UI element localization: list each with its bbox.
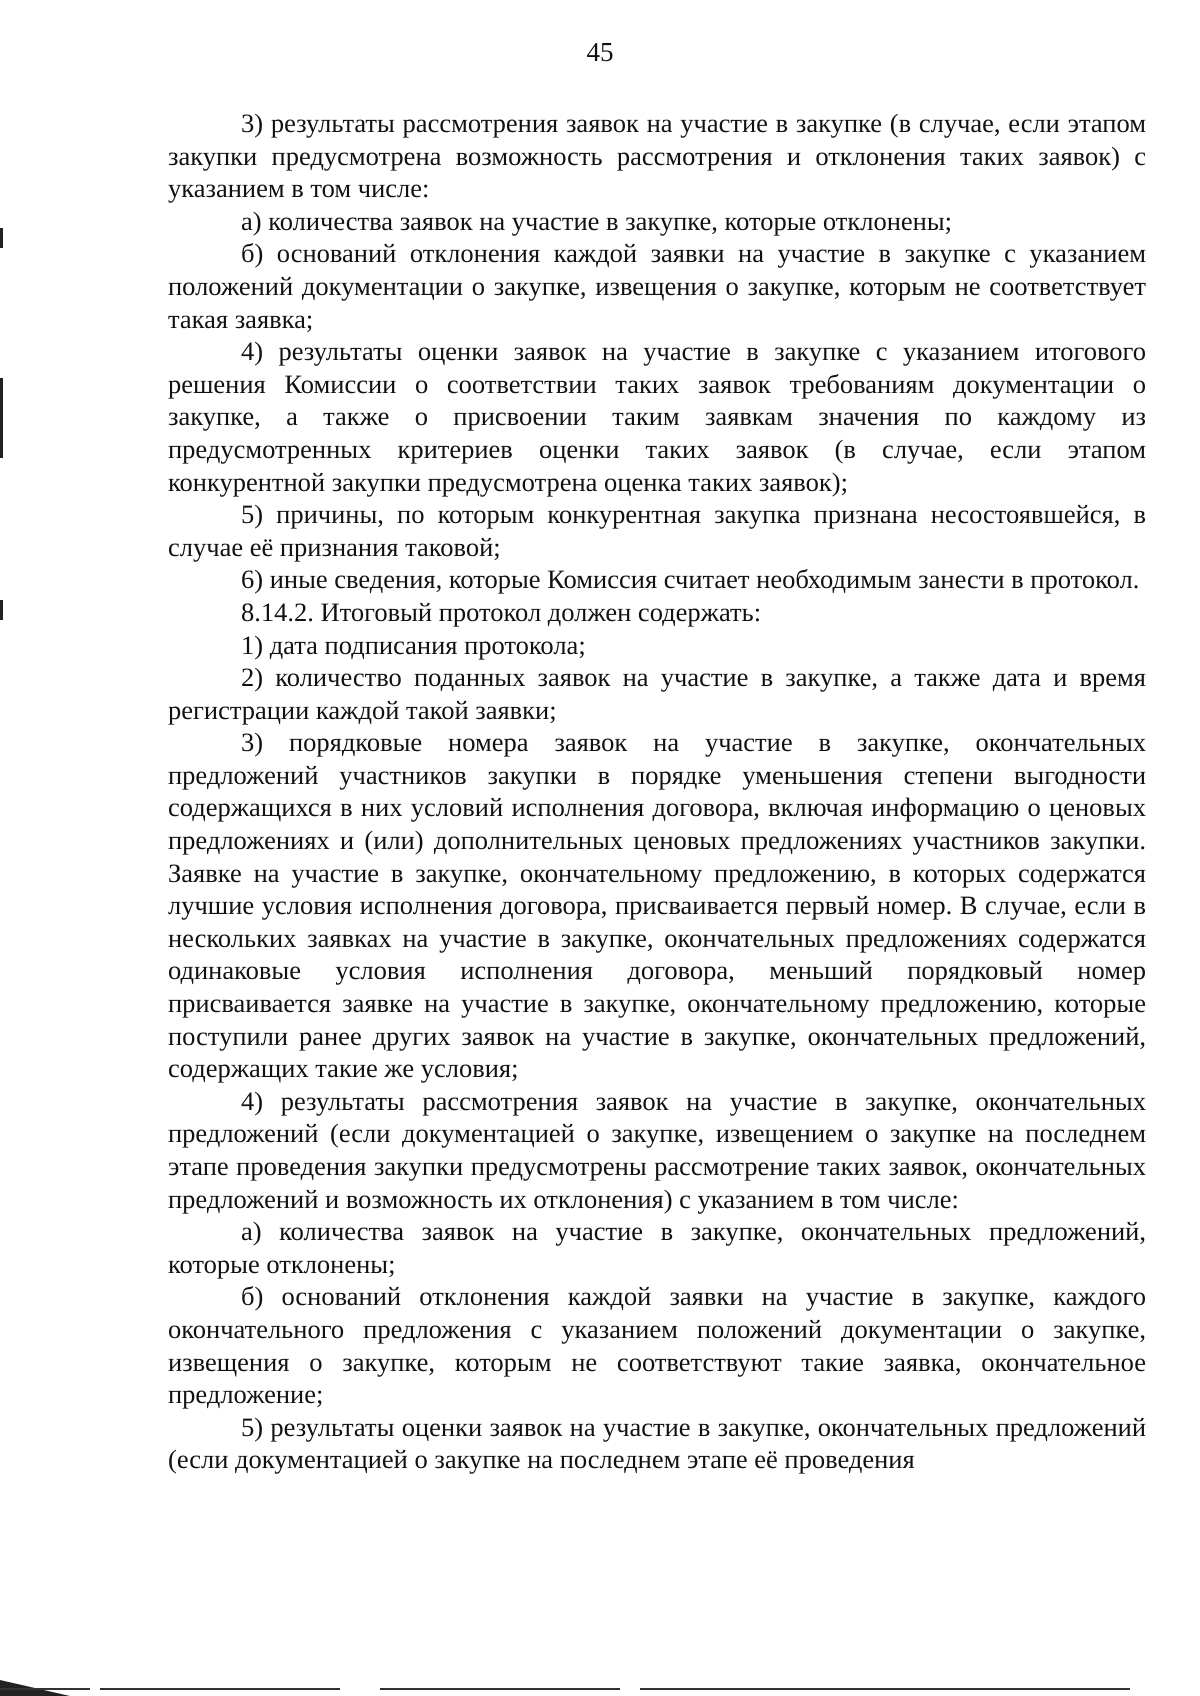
paragraph-review-results: 3) результаты рассмотрения заявок на участие в закупке (в случае, если этапом закупки предусмотрена возможность рассмотрения и отклонения таких заявок) с указанием в том числе: [168, 108, 1146, 204]
scan-bottom-edge [0, 1688, 1130, 1690]
paragraph-rejection-grounds: б) оснований отклонения каждой заявки на участие в закупке с указанием положений документации о закупке, извещения о закупке, которым не соответствует такая заявка; [168, 238, 1146, 334]
scan-edge-mark [0, 378, 3, 458]
scan-edge-mark [0, 600, 3, 620]
paragraph-rejected-count: а) количества заявок на участие в закупке, которые отклонены; [241, 205, 953, 236]
paragraph-failure-reasons: 5) причины, по которым конкурентная закупка признана несостоявшейся, в случае её признания таковой; [168, 499, 1146, 562]
paragraph-final-protocol-heading: 8.14.2. Итоговый протокол должен содержать: [241, 596, 762, 627]
paragraph-final-review-results: 4) результаты рассмотрения заявок на участие в закупке, окончательных предложений (если документацией о закупке, извещением о закупке на последнем этапе проведения закупки предусмотрены рассмотрение таких заявок, окончательных предложений и возможность их отклонения) с указанием в том числе: [168, 1085, 1146, 1214]
paragraph-evaluation-results: 4) результаты оценки заявок на участие в закупке с указанием итогового решения Комиссии о соответствии таких заявок требованиям документации о закупке, а также о присвоении таким заявкам значения по каждому из предусмотренных критериев оценки таких заявок (в случае, если этапом конкурентной закупки предусмотрена оценка таких заявок); [168, 336, 1146, 497]
paragraph-signing-date: 1) дата подписания протокола; [241, 629, 586, 660]
paragraph-ordinal-numbers: 3) порядковые номера заявок на участие в закупке, окончательных предложений участников закупки в порядке уменьшения степени выгодности содержащихся в них условий исполнения договора, включая информацию о ценовых предложениях и (или) дополнительных ценовых предложениях участников закупки. Заявке на участие в закупке, окончательному предложению, в которых содержатся лучшие условия исполнения договора, присваивается первый номер. В случае, если в нескольких заявках на участие в закупке, окончательных предложениях содержатся одинаковые условия исполнения договора, меньший порядковый номер присваивается заявке на участие в закупке, окончательному предложению, которые поступили ранее других заявок на участие в закупке, окончательных предложений, содержащих такие же условия; [168, 727, 1146, 1084]
paragraph-submitted-count: 2) количество поданных заявок на участие в закупке, а также дата и время регистрации каждой такой заявки; [168, 662, 1146, 725]
paragraph-final-evaluation-results: 5) результаты оценки заявок на участие в закупке, окончательных предложений (если документацией о закупке на последнем этапе её проведения [168, 1411, 1146, 1475]
scan-edge-mark [0, 228, 3, 248]
paragraph-other-info: 6) иные сведения, которые Комиссия считает необходимым занести в протокол. [241, 564, 1140, 595]
paragraph-final-rejection-grounds: б) оснований отклонения каждой заявки на участие в закупке, каждого окончательного предложения с указанием положений документации о закупке, извещения о закупке, которым не соответствуют такие заявка, окончательное предложение; [168, 1281, 1146, 1410]
document-body [168, 107, 1146, 1476]
page-number: 45 [586, 37, 614, 67]
paragraph-final-rejected-count: а) количества заявок на участие в закупке, окончательных предложений, которые отклонены; [168, 1216, 1146, 1279]
